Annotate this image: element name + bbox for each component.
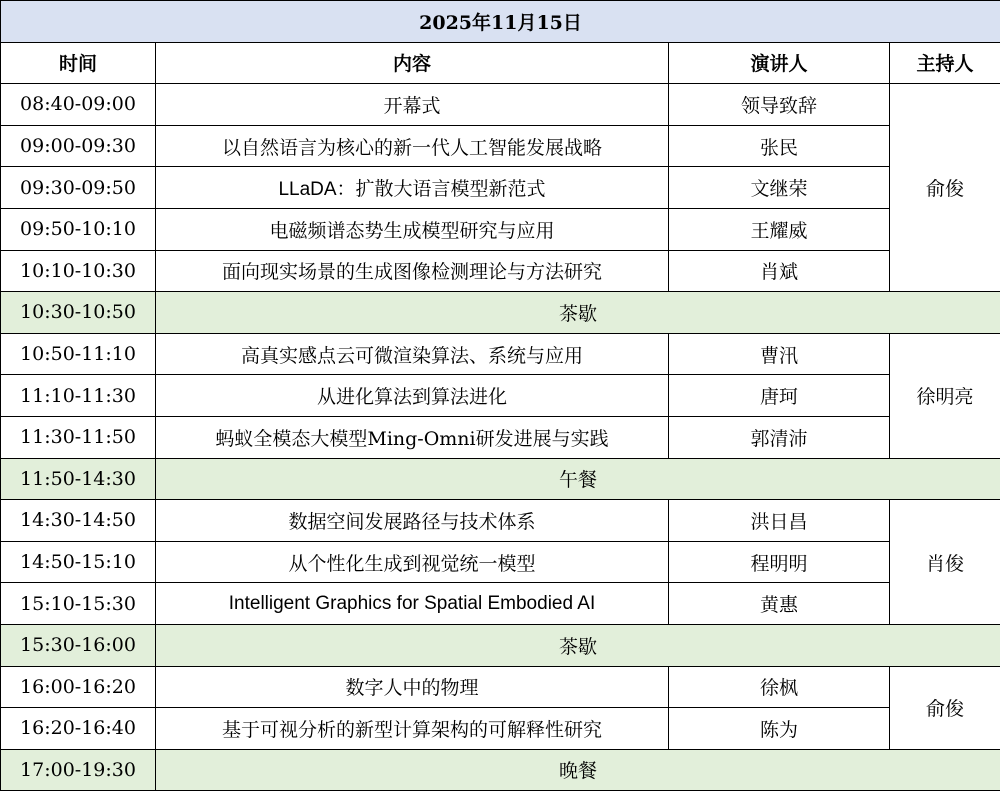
date-header-row [1,1,1000,43]
content-cell: 基于可视分析的新型计算架构的可解释性研究 [156,708,669,750]
time-cell: 09:30-09:50 [1,167,156,209]
break-row [1,749,1000,791]
time-cell: 14:30-14:50 [1,500,156,542]
header-content: 内容 [156,42,669,84]
speaker-cell: 唐珂 [669,375,890,417]
table-row [1,208,1000,250]
content-cell: 从个性化生成到视觉统一模型 [156,541,669,583]
content-cell: 从进化算法到算法进化 [156,375,669,417]
content-cell: 开幕式 [156,84,669,126]
speaker-cell: 黄惠 [669,583,890,625]
date-title: 2025年11月15日 [1,1,1000,43]
time-cell: 08:40-09:00 [1,84,156,126]
host-cell: 徐明亮 [890,333,1000,458]
speaker-cell: 肖斌 [669,250,890,292]
table-row [1,500,1000,542]
content-cell: LLaDA：扩散大语言模型新范式 [156,167,669,209]
break-label: 茶歇 [156,292,1000,334]
time-cell: 09:50-10:10 [1,208,156,250]
time-cell: 11:30-11:50 [1,416,156,458]
break-row [1,458,1000,500]
header-time: 时间 [1,42,156,84]
speaker-cell: 张民 [669,125,890,167]
time-cell: 10:30-10:50 [1,292,156,334]
time-cell: 10:50-11:10 [1,333,156,375]
header-speaker: 演讲人 [669,42,890,84]
host-cell: 俞俊 [890,84,1000,292]
speaker-cell: 王耀威 [669,208,890,250]
table-row [1,416,1000,458]
break-row [1,624,1000,666]
speaker-cell: 陈为 [669,708,890,750]
speaker-cell: 郭清沛 [669,416,890,458]
time-cell: 16:00-16:20 [1,666,156,708]
table-row [1,167,1000,209]
break-label: 晚餐 [156,749,1000,791]
table-row [1,666,1000,708]
time-cell: 11:50-14:30 [1,458,156,500]
table-row [1,541,1000,583]
table-row [1,125,1000,167]
time-cell: 09:00-09:30 [1,125,156,167]
table-row [1,84,1000,126]
time-cell: 15:10-15:30 [1,583,156,625]
table-row [1,708,1000,750]
speaker-cell: 文继荣 [669,167,890,209]
content-cell: 蚂蚁全模态大模型Ming-Omni研发进展与实践 [156,416,669,458]
content-cell: 数字人中的物理 [156,666,669,708]
time-cell: 11:10-11:30 [1,375,156,417]
header-host: 主持人 [890,42,1000,84]
content-cell: Intelligent Graphics for Spatial Embodied AI [156,583,669,625]
speaker-cell: 徐枫 [669,666,890,708]
column-header-row [1,42,1000,84]
time-cell: 15:30-16:00 [1,624,156,666]
host-cell: 肖俊 [890,500,1000,625]
table-row [1,375,1000,417]
break-label: 午餐 [156,458,1000,500]
table-row [1,333,1000,375]
break-row [1,292,1000,334]
time-cell: 14:50-15:10 [1,541,156,583]
content-cell: 电磁频谱态势生成模型研究与应用 [156,208,669,250]
time-cell: 16:20-16:40 [1,708,156,750]
time-cell: 17:00-19:30 [1,749,156,791]
content-cell: 高真实感点云可微渲染算法、系统与应用 [156,333,669,375]
host-cell: 俞俊 [890,666,1000,749]
content-cell: 以自然语言为核心的新一代人工智能发展战略 [156,125,669,167]
speaker-cell: 程明明 [669,541,890,583]
table-row [1,250,1000,292]
content-cell: 面向现实场景的生成图像检测理论与方法研究 [156,250,669,292]
speaker-cell: 曹汛 [669,333,890,375]
content-cell: 数据空间发展路径与技术体系 [156,500,669,542]
speaker-cell: 领导致辞 [669,84,890,126]
speaker-cell: 洪日昌 [669,500,890,542]
time-cell: 10:10-10:30 [1,250,156,292]
break-label: 茶歇 [156,624,1000,666]
table-row [1,583,1000,625]
